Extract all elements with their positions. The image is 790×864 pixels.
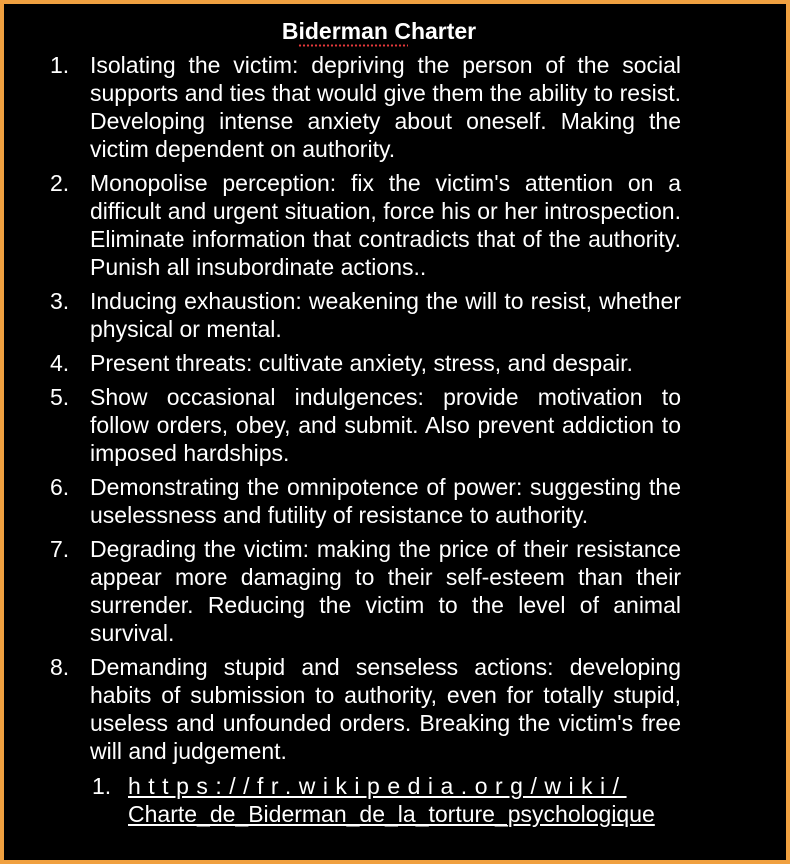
list-item bbox=[4, 287, 681, 343]
spellcheck-underline bbox=[298, 44, 408, 47]
list-item-number: 3. bbox=[50, 288, 70, 314]
list-item bbox=[4, 169, 681, 281]
list-item bbox=[4, 349, 681, 377]
reference-link-line1[interactable]: https://fr.wikipedia.org/wiki/ bbox=[128, 773, 627, 799]
list-item-text: Isolating the victim: depriving the person of the social supports and ties that would give them the ability to resist. Developing intense anxiety about oneself. Making the victim dependent on authority. bbox=[90, 52, 681, 162]
list-item bbox=[4, 653, 681, 765]
list-item-text: Demanding stupid and senseless actions: developing habits of submission to authority, even for totally stupid, useless and unfounded orders. Breaking the victim's free will and judgement. bbox=[90, 654, 681, 764]
list-item-number: 8. bbox=[50, 654, 70, 680]
list-item-number: 2. bbox=[50, 170, 70, 196]
list-item-number: 5. bbox=[50, 384, 70, 410]
list-item-text: Monopolise perception: fix the victim's attention on a difficult and urgent situation, force his or her introspection. Eliminate information that contradicts that of the authority. Punish all insubordinate actions.. bbox=[90, 170, 681, 280]
list-item-number: 7. bbox=[50, 536, 70, 562]
list-item-number: 6. bbox=[50, 474, 70, 500]
list-item bbox=[4, 383, 681, 467]
document-title bbox=[281, 17, 477, 45]
list-item-number: 1. bbox=[50, 52, 70, 78]
list-item-number: 4. bbox=[50, 350, 70, 376]
list-item bbox=[4, 473, 681, 529]
document-title-text: Biderman Charter bbox=[281, 18, 477, 44]
reference-number: 1. bbox=[92, 773, 112, 799]
list-item-text: Demonstrating the omnipotence of power: suggesting the uselessness and futility of resistance to authority. bbox=[90, 474, 681, 528]
list-item-text: Present threats: cultivate anxiety, stress, and despair. bbox=[90, 350, 633, 376]
reference-link-line2[interactable]: Charte_de_Biderman_de_la_torture_psychologique bbox=[128, 801, 655, 827]
list-item-text: Show occasional indulgences: provide motivation to follow orders, obey, and submit. Also prevent addiction to imposed hardships. bbox=[90, 384, 681, 466]
document-title-row bbox=[4, 17, 786, 45]
list-item bbox=[4, 51, 681, 163]
list-item bbox=[4, 535, 681, 647]
list-item-text: Degrading the victim: making the price of their resistance appear more damaging to their self-esteem than their surrender. Reducing the victim to the level of animal survival. bbox=[90, 536, 681, 646]
list-item-text: Inducing exhaustion: weakening the will to resist, whether physical or mental. bbox=[90, 288, 681, 342]
document-body bbox=[4, 4, 786, 860]
charter-list bbox=[4, 51, 786, 771]
